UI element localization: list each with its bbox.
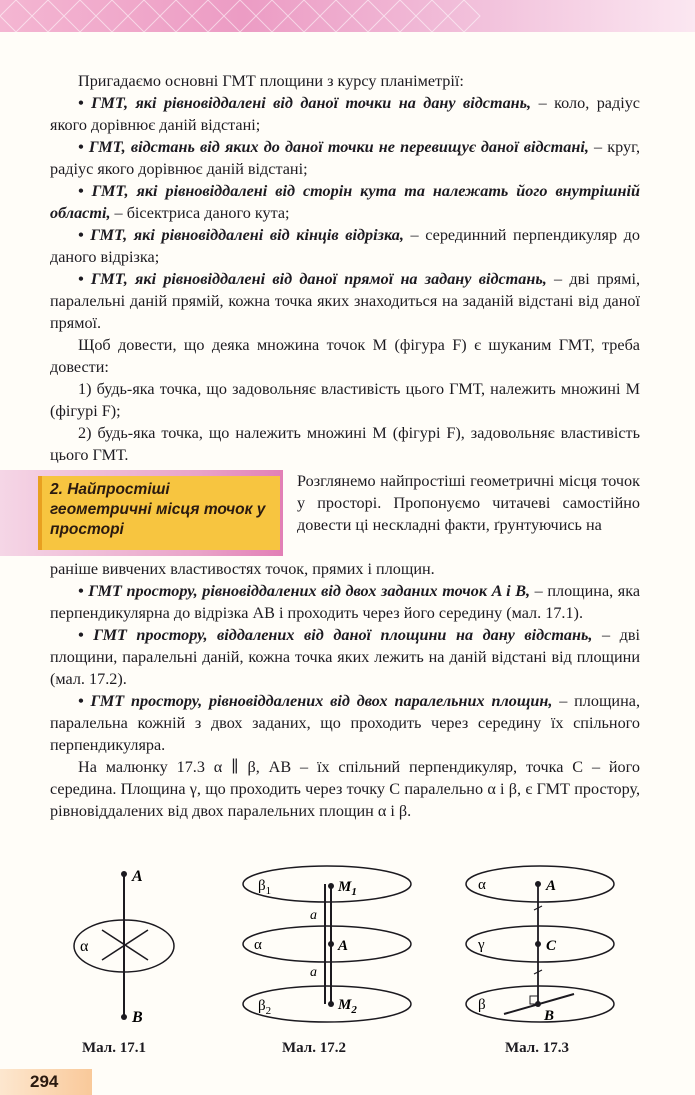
label-b: B	[544, 1008, 555, 1024]
section-intro-continued: раніше вивчених властивостях точок, прямих і площин.	[50, 560, 435, 578]
planar-item-text: – дві прямі, паралельні даній прямій, кожна точка яких знаходиться на заданій відстані від даної прямої.	[50, 270, 640, 332]
proof-condition-1: 1) будь-яка точка, що задовольняє властивість цього ГМТ, належить множині M (фігурі F);	[50, 380, 640, 420]
planar-item	[50, 268, 640, 334]
point-c	[535, 941, 541, 947]
label-beta1: $\beta_1$	[258, 878, 272, 897]
point-b	[121, 1014, 127, 1020]
figure-17-3	[462, 862, 622, 1037]
label-a: A	[132, 868, 143, 885]
diamond-pattern-icon	[0, 0, 695, 32]
section-intro-text: Розглянемо найпростіші геометричні місця точок у просторі. Пропонуємо читачеві самостійно довести ці нескладні факти, ґрунтуючись на	[297, 472, 640, 534]
decorative-header-banner	[0, 0, 695, 32]
planar-item-text: – круг, радіус якого дорівнює даній відстані;	[50, 138, 640, 178]
space-item-text: – площина, паралельна кожній з двох заданих, що проходить через середину їх спільного перпендикуляра.	[50, 692, 640, 754]
planar-item-bold: • ГМТ, які рівновіддалені від сторін кута та належать його внутрішній області,	[50, 182, 640, 222]
planar-item-bold: • ГМТ, які рівновіддалені від даної точки на дану відстань,	[78, 94, 532, 112]
planar-item	[50, 224, 640, 268]
space-item-bold: • ГМТ простору, віддалених від даної площини на дану відстань,	[78, 626, 593, 644]
proof-intro: Щоб довести, що деяка множина точок M (фігура F) є шуканим ГМТ, треба довести:	[50, 336, 640, 376]
plane-alpha-ellipse	[243, 926, 411, 962]
planar-item-text: – серединний перпендикуляр до даного відрізка;	[50, 226, 640, 266]
space-item	[50, 690, 640, 756]
planar-item	[50, 180, 640, 224]
label-gamma: γ	[478, 937, 485, 953]
section-heading-box	[0, 470, 283, 556]
intro-text: Пригадаємо основні ГМТ площини з курсу планіметрії:	[78, 72, 464, 90]
planar-item-bold: • ГМТ, які рівновіддалені від кінців відрізка,	[78, 226, 404, 244]
section-intro	[297, 470, 640, 536]
label-distance-a: a	[310, 965, 317, 980]
space-item	[50, 580, 640, 624]
figure-caption: Мал. 17.2	[282, 1040, 346, 1056]
label-distance-a: a	[310, 908, 317, 923]
label-b: B	[132, 1009, 143, 1026]
figure-caption: Мал. 17.1	[82, 1040, 146, 1056]
planar-item	[50, 136, 640, 180]
planar-item-text: – коло, радіус якого дорівнює даній відстані;	[50, 94, 640, 134]
space-gmt-block	[50, 558, 640, 822]
space-item	[50, 624, 640, 690]
point-a	[121, 871, 127, 877]
proof-condition-2: 2) будь-яка точка, що належить множині M (фігурі F), задовольняє властивість цього ГМТ.	[50, 424, 640, 464]
point-m2	[328, 1001, 334, 1007]
point-m1	[328, 883, 334, 889]
space-item-text: – дві площини, паралельні даній, кожна точка яких лежить на даній відстані від площини (мал. 17.2).	[50, 626, 640, 688]
label-beta: β	[478, 997, 486, 1013]
figure-17-2	[240, 862, 415, 1037]
label-m1: $M_1$	[338, 879, 357, 898]
label-a: A	[338, 938, 349, 954]
space-item-text: – площина, яка перпендикулярна до відрізка AB і проходить через його середину (мал. 17.1).	[50, 582, 641, 622]
planar-item-bold: • ГМТ, які рівновіддалені від даної прямої на задану відстань,	[78, 270, 547, 288]
planar-item-text: – бісектриса даного кута;	[110, 204, 290, 222]
space-item-bold: • ГМТ простору, рівновіддалених від двох паралельних площин,	[78, 692, 553, 710]
label-alpha: α	[80, 938, 89, 955]
label-c: C	[546, 938, 557, 954]
section-title: 2. Найпростіші геометричні місця точок у просторі	[50, 481, 266, 538]
planar-item	[50, 92, 640, 136]
planar-gmt-block	[50, 70, 640, 466]
final-paragraph: На малюнку 17.3 α ∥ β, AB – їх спільний перпендикуляр, точка C – його середина. Площина γ, що проходить через точку C паралельно α і β, є ГМТ простору, рівновіддалених від двох паралельних площин α і β.	[50, 758, 640, 820]
point-b	[535, 1001, 541, 1007]
label-m2: $M_2$	[338, 997, 357, 1016]
point-a	[328, 941, 334, 947]
label-a: A	[546, 878, 557, 894]
label-alpha: α	[478, 877, 486, 893]
figure-caption: Мал. 17.3	[505, 1040, 569, 1056]
planar-item-bold: • ГМТ, відстань від яких до даної точки не перевищує даної відстані,	[78, 138, 589, 156]
label-beta2: $\beta_2$	[258, 998, 272, 1017]
page-number: 294	[30, 1072, 59, 1091]
figure-17-1	[66, 862, 186, 1037]
label-alpha: α	[254, 937, 262, 953]
space-item-bold: • ГМТ простору, рівновіддалених від двох заданих точок A і B,	[78, 582, 531, 600]
point-a	[535, 881, 541, 887]
